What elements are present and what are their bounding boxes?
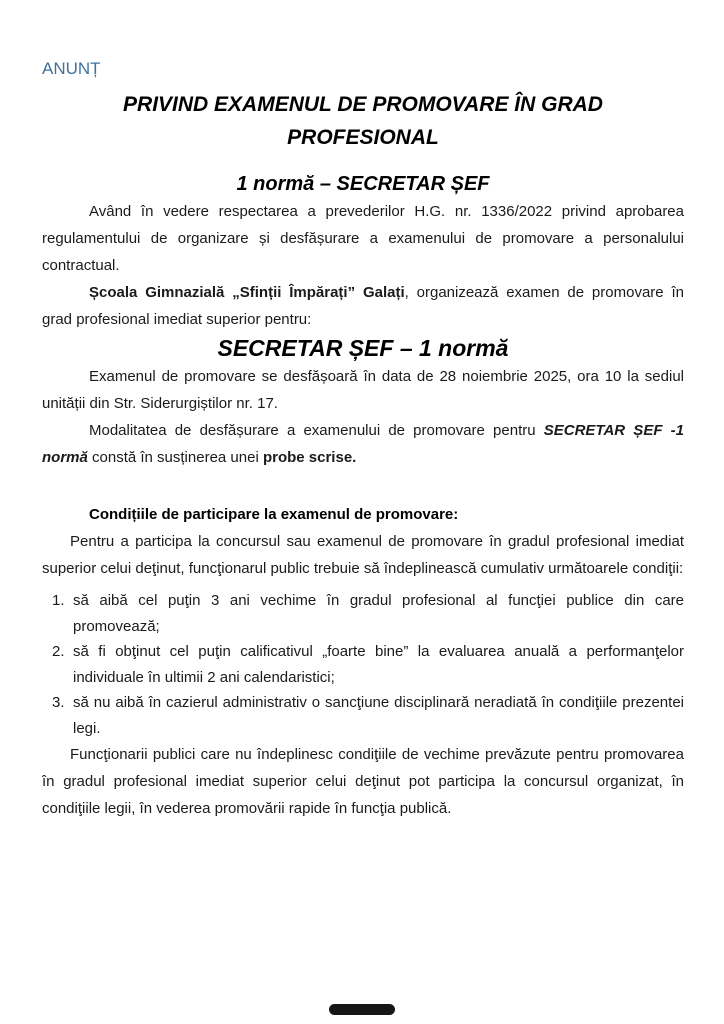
conditions-list: [52, 588, 684, 741]
paragraph-closing: Funcţionarii publici care nu îndeplinesc condiţiile de vechime prevăzute pentru promovarea în gradul profesional imediat superior celui deţinut pot participa la concursul organizat, în condiţiile legii, în vederea promovării rapide în funcţia publică.: [42, 746, 684, 817]
paragraph-exam-date: Examenul de promovare se desfășoară în data de 28 noiembrie 2025, ora 10 la sediul unității din Str. Siderurgiștilor nr. 17.: [42, 368, 684, 412]
list-item-text: să fi obţinut cel puţin calificativul „foarte bine” la evaluarea anuală a performanţelor individuale în ultimii 2 ani calendaristici;: [73, 643, 684, 686]
paragraph-modality: [42, 417, 684, 471]
list-item-text: să nu aibă în cazierul administrativ o sancţiune disciplinară neradiată în condiţiile prezentei legi.: [73, 694, 684, 737]
list-item: [52, 588, 684, 639]
paragraph-conditions-intro: Pentru a participa la concursul sau examenul de promovare în gradul profesional imediat superior celui deţinut, funcţionarul public trebuie să îndeplinească cumulativ următoarele condiţii:: [42, 533, 684, 577]
list-item-number: 3.: [52, 694, 65, 711]
list-item-number: 2.: [52, 643, 65, 660]
school-name: Școala Gimnazială „Sfinții Împărați” Galați: [89, 284, 405, 301]
paragraph-legal-basis: Având în vedere respectarea a prevederilor H.G. nr. 1336/2022 privind aprobarea regulamentului de organizare și desfășurare a examenului de promovare a personalului contractual.: [42, 203, 684, 274]
document-title-line2: PROFESIONAL: [287, 126, 439, 149]
position-heading: SECRETAR ȘEF – 1 normă: [217, 335, 509, 361]
modality-exam-type: probe scrise.: [262, 449, 357, 466]
document-subtitle: 1 normă – SECRETAR ȘEF: [236, 173, 490, 195]
modality-prefix: Modalitatea de desfășurare a examenului de promovare pentru: [89, 422, 544, 439]
list-item: [52, 690, 684, 741]
modality-middle: constă în susținerea unei: [87, 449, 263, 466]
school-rest: , organizează examen de promovare în grad profesional imediat superior pentru:: [42, 284, 684, 328]
list-item-text: să aibă cel puţin 3 ani vechime în gradul profesional al funcţiei publice din care promovează;: [73, 592, 684, 635]
modality-position: SECRETAR ȘEF -1 normă: [42, 422, 684, 466]
document-title-line1: PRIVIND EXAMENUL DE PROMOVARE ÎN GRAD: [123, 93, 603, 116]
list-item-number: 1.: [52, 592, 65, 609]
home-indicator-bar[interactable]: [329, 1004, 395, 1015]
document-title: [42, 88, 684, 154]
paragraph-school: [42, 279, 684, 333]
list-item: [52, 639, 684, 690]
conditions-heading: Condițiile de participare la examenul de promovare:: [89, 506, 459, 523]
announcement-label: ANUNȚ: [42, 59, 101, 78]
